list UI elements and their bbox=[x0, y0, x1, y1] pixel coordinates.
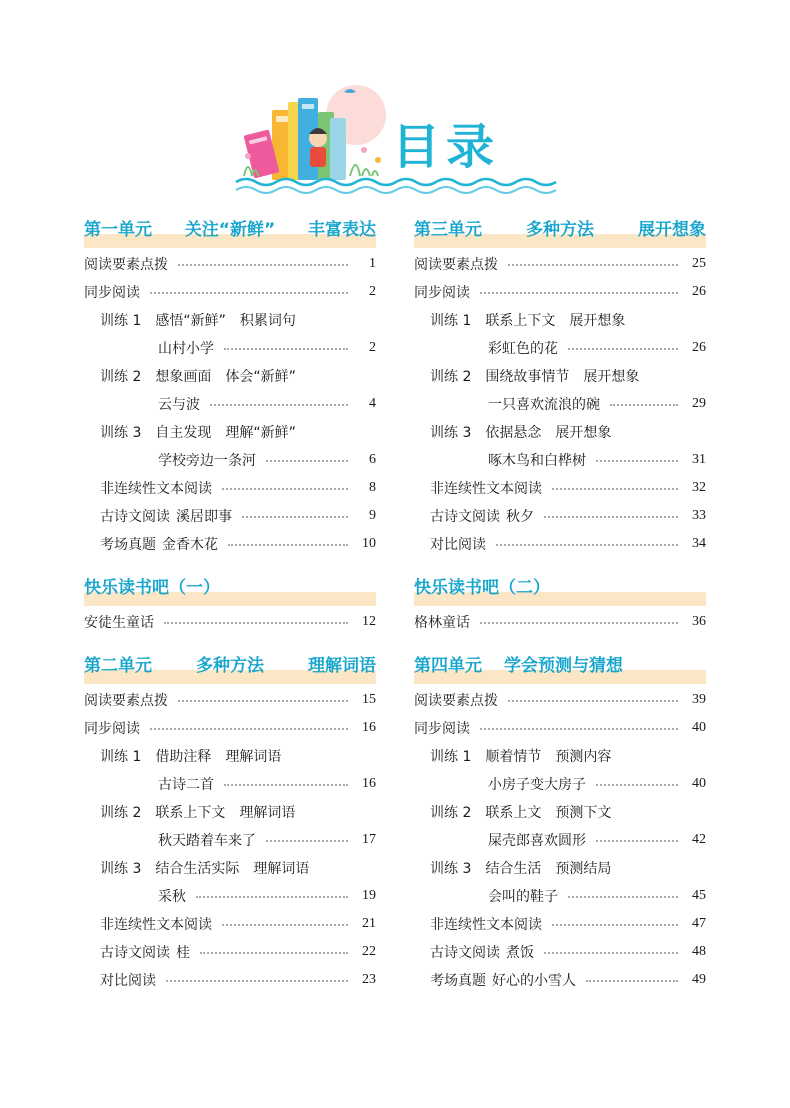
page-number: 4 bbox=[369, 396, 376, 411]
dot-leader bbox=[200, 952, 348, 954]
page-number: 19 bbox=[362, 888, 376, 903]
toc-entry[interactable] bbox=[84, 714, 376, 742]
toc-entry-label: 会叫的鞋子 bbox=[488, 889, 558, 905]
toc-entry-label: 屎壳郎喜欢圆形 bbox=[488, 833, 586, 849]
page-number: 29 bbox=[692, 396, 706, 411]
page-number: 8 bbox=[369, 480, 376, 495]
toc-entry[interactable] bbox=[84, 826, 376, 854]
toc-entry[interactable] bbox=[84, 608, 376, 636]
dot-leader bbox=[480, 728, 678, 730]
section-header-text bbox=[414, 573, 706, 598]
toc-entry-label: 采秋 bbox=[158, 889, 186, 905]
toc-entry-subtitle: 秋夕 bbox=[506, 509, 534, 525]
page-number: 42 bbox=[692, 832, 706, 847]
toc-entry[interactable] bbox=[84, 446, 376, 474]
toc-entry[interactable] bbox=[84, 686, 376, 714]
section-header-text bbox=[84, 215, 376, 240]
toc-entry-label: 同步阅读 bbox=[414, 721, 470, 737]
toc-entry-subtitle: 金香木花 bbox=[162, 537, 218, 553]
toc-entry[interactable] bbox=[414, 278, 706, 306]
section-header-part: 丰富表达 bbox=[307, 220, 376, 240]
dot-leader bbox=[150, 292, 348, 294]
section-header bbox=[84, 214, 376, 244]
toc-entry[interactable] bbox=[84, 854, 376, 882]
toc-entry[interactable] bbox=[414, 390, 706, 418]
section-header-text bbox=[414, 215, 706, 240]
toc-entry[interactable] bbox=[414, 826, 706, 854]
section-header-text bbox=[84, 651, 376, 676]
dot-leader bbox=[222, 488, 348, 490]
page-number: 34 bbox=[692, 536, 706, 551]
toc-entry[interactable] bbox=[414, 474, 706, 502]
dot-leader bbox=[568, 896, 678, 898]
page-number: 23 bbox=[362, 972, 376, 987]
toc-entry-label: 训练 1 借助注释 理解词语 bbox=[100, 749, 282, 765]
section-header-part: 快乐读书吧（二） bbox=[414, 578, 550, 598]
page-number: 2 bbox=[369, 284, 376, 299]
toc-entry-label: 小房子变大房子 bbox=[488, 777, 586, 793]
dot-leader bbox=[552, 488, 678, 490]
toc-entry-label: 考场真题 bbox=[430, 973, 486, 989]
toc-entry-label: 古诗文阅读 bbox=[430, 509, 500, 525]
dot-leader bbox=[178, 700, 348, 702]
toc-entry-label: 非连续性文本阅读 bbox=[430, 917, 542, 933]
dot-leader bbox=[544, 516, 678, 518]
toc-entry[interactable] bbox=[84, 530, 376, 558]
toc-entry-label: 同步阅读 bbox=[414, 285, 470, 301]
page-number: 16 bbox=[362, 720, 376, 735]
toc-entry-label: 古诗文阅读 bbox=[100, 509, 170, 525]
dot-leader bbox=[596, 840, 678, 842]
dot-leader bbox=[150, 728, 348, 730]
toc-entry[interactable] bbox=[414, 608, 706, 636]
toc-entry-label: 阅读要素点拨 bbox=[84, 257, 168, 273]
toc-entry[interactable] bbox=[84, 966, 376, 994]
toc-entry[interactable] bbox=[84, 938, 376, 966]
toc-entry[interactable] bbox=[414, 530, 706, 558]
dot-leader bbox=[224, 784, 348, 786]
toc-entry-label: 格林童话 bbox=[414, 615, 470, 631]
toc-entry[interactable] bbox=[84, 474, 376, 502]
page-number: 47 bbox=[692, 916, 706, 931]
page-number: 40 bbox=[692, 776, 706, 791]
dot-leader bbox=[596, 784, 678, 786]
toc-right-column bbox=[414, 214, 706, 1008]
page-header bbox=[0, 0, 790, 200]
dot-leader bbox=[552, 924, 678, 926]
toc-entry[interactable] bbox=[84, 798, 376, 826]
toc-entry-label: 阅读要素点拨 bbox=[414, 693, 498, 709]
toc-entry-label: 训练 3 结合生活 预测结局 bbox=[430, 861, 612, 877]
toc-entry[interactable] bbox=[84, 502, 376, 530]
toc-entry[interactable] bbox=[414, 446, 706, 474]
toc-entry[interactable] bbox=[84, 362, 376, 390]
toc-entry[interactable] bbox=[84, 742, 376, 770]
section-header bbox=[84, 650, 376, 680]
dot-leader bbox=[228, 544, 348, 546]
page-number: 40 bbox=[692, 720, 706, 735]
page-number: 9 bbox=[369, 508, 376, 523]
toc-entry-label: 秋天踏着车来了 bbox=[158, 833, 256, 849]
toc-entry-label: 啄木鸟和白桦树 bbox=[488, 453, 586, 469]
page-number: 21 bbox=[362, 916, 376, 931]
page-number: 1 bbox=[369, 256, 376, 271]
toc-entry-label: 古诗文阅读 bbox=[100, 945, 170, 961]
toc-entry[interactable] bbox=[414, 418, 706, 446]
toc-entry-label: 阅读要素点拨 bbox=[84, 693, 168, 709]
section-header bbox=[414, 214, 706, 244]
dot-leader bbox=[610, 404, 678, 406]
section-header-text bbox=[414, 651, 706, 676]
toc-entry[interactable] bbox=[414, 334, 706, 362]
section-header-part: 多种方法 bbox=[526, 220, 594, 240]
section-header bbox=[414, 572, 706, 602]
toc-section bbox=[84, 214, 376, 558]
page-title: 目录 bbox=[392, 119, 501, 175]
page-number: 15 bbox=[362, 692, 376, 707]
section-header-part: 关注“新鲜” bbox=[184, 220, 276, 240]
page-number: 26 bbox=[692, 340, 706, 355]
toc-entry-label: 训练 3 结合生活实际 理解词语 bbox=[100, 861, 310, 877]
toc-section bbox=[84, 650, 376, 994]
toc-section bbox=[414, 572, 706, 636]
dot-leader bbox=[508, 264, 678, 266]
toc-entry[interactable] bbox=[414, 502, 706, 530]
toc-entry-label: 对比阅读 bbox=[100, 973, 156, 989]
toc-entry[interactable] bbox=[414, 938, 706, 966]
toc-entry-label: 训练 3 依据悬念 展开想象 bbox=[430, 425, 612, 441]
toc-entry[interactable] bbox=[414, 910, 706, 938]
page-number: 48 bbox=[692, 944, 706, 959]
toc-entry-label: 非连续性文本阅读 bbox=[430, 481, 542, 497]
toc-entry-label: 彩虹色的花 bbox=[488, 341, 558, 357]
dot-leader bbox=[596, 460, 678, 462]
dot-leader bbox=[508, 700, 678, 702]
section-header-part: 第二单元 bbox=[84, 656, 152, 676]
page-number: 10 bbox=[362, 536, 376, 551]
section-header-text bbox=[84, 573, 376, 598]
dot-leader bbox=[568, 348, 678, 350]
dot-leader bbox=[166, 980, 348, 982]
toc-entry-label: 训练 3 自主发现 理解“新鲜” bbox=[100, 425, 296, 441]
section-header-part: 多种方法 bbox=[196, 656, 264, 676]
dot-leader bbox=[242, 516, 348, 518]
dot-leader bbox=[178, 264, 348, 266]
section-header bbox=[414, 650, 706, 680]
toc-entry-label: 同步阅读 bbox=[84, 721, 140, 737]
toc-entry-label: 训练 2 联系上下文 理解词语 bbox=[100, 805, 296, 821]
toc-entry[interactable] bbox=[84, 250, 376, 278]
page-number: 39 bbox=[692, 692, 706, 707]
toc-entry[interactable] bbox=[414, 770, 706, 798]
dot-leader bbox=[480, 622, 678, 624]
dot-leader bbox=[224, 348, 348, 350]
dot-leader bbox=[480, 292, 678, 294]
toc-entry[interactable] bbox=[414, 686, 706, 714]
section-header-part: 第三单元 bbox=[414, 220, 482, 240]
toc-entry[interactable] bbox=[414, 362, 706, 390]
toc-entry[interactable] bbox=[414, 714, 706, 742]
toc-entry[interactable] bbox=[414, 882, 706, 910]
toc-section bbox=[84, 572, 376, 636]
page-number: 31 bbox=[692, 452, 706, 467]
toc-entry[interactable] bbox=[414, 966, 706, 994]
toc-entry-label: 训练 2 想象画面 体会“新鲜” bbox=[100, 369, 296, 385]
toc-entry-label: 训练 1 感悟“新鲜” 积累词句 bbox=[100, 313, 296, 329]
page-number: 49 bbox=[692, 972, 706, 987]
toc-entry-label: 阅读要素点拨 bbox=[414, 257, 498, 273]
toc-entry[interactable] bbox=[84, 278, 376, 306]
section-header-part: 快乐读书吧（一） bbox=[84, 578, 220, 598]
section-header-part: 第一单元 bbox=[84, 220, 152, 240]
page-number: 45 bbox=[692, 888, 706, 903]
page-number: 33 bbox=[692, 508, 706, 523]
dot-leader bbox=[222, 924, 348, 926]
toc-section bbox=[414, 650, 706, 994]
page-number: 16 bbox=[362, 776, 376, 791]
toc-entry-label: 考场真题 bbox=[100, 537, 156, 553]
toc-entry[interactable] bbox=[414, 742, 706, 770]
toc-entry-subtitle: 桂 bbox=[176, 945, 190, 961]
toc-entry-label: 古诗二首 bbox=[158, 777, 214, 793]
toc-entry-label: 安徒生童话 bbox=[84, 615, 154, 631]
toc-entry-subtitle: 好心的小雪人 bbox=[492, 973, 576, 989]
dot-leader bbox=[164, 622, 348, 624]
toc-entry-label: 训练 1 联系上下文 展开想象 bbox=[430, 313, 626, 329]
page-number: 17 bbox=[362, 832, 376, 847]
toc-entry[interactable] bbox=[414, 306, 706, 334]
page-number: 6 bbox=[369, 452, 376, 467]
toc-entry[interactable] bbox=[414, 798, 706, 826]
section-header bbox=[84, 572, 376, 602]
toc-entry-label: 训练 1 顺着情节 预测内容 bbox=[430, 749, 612, 765]
page-number: 32 bbox=[692, 480, 706, 495]
toc-entry-label: 古诗文阅读 bbox=[430, 945, 500, 961]
toc-entry[interactable] bbox=[84, 882, 376, 910]
page-number: 2 bbox=[369, 340, 376, 355]
toc-entry-label: 学校旁边一条河 bbox=[158, 453, 256, 469]
toc-entry[interactable] bbox=[414, 854, 706, 882]
section-header-part: 学会预测与猜想 bbox=[504, 656, 623, 676]
toc-entry[interactable] bbox=[84, 390, 376, 418]
toc-entry-label: 对比阅读 bbox=[430, 537, 486, 553]
toc-entry[interactable] bbox=[84, 418, 376, 446]
toc-entry-label: 云与波 bbox=[158, 397, 200, 413]
toc-left-column bbox=[84, 214, 376, 1008]
page-number: 22 bbox=[362, 944, 376, 959]
toc-section bbox=[414, 214, 706, 558]
toc-entry[interactable] bbox=[84, 306, 376, 334]
dot-leader bbox=[266, 840, 348, 842]
toc-entry-subtitle: 溪居即事 bbox=[176, 509, 232, 525]
section-header-part: 理解词语 bbox=[308, 656, 376, 676]
dot-leader bbox=[544, 952, 678, 954]
toc-entry-label: 非连续性文本阅读 bbox=[100, 481, 212, 497]
toc-entry-label: 一只喜欢流浪的碗 bbox=[488, 397, 600, 413]
toc-entry-label: 训练 2 联系上文 预测下文 bbox=[430, 805, 612, 821]
toc-entry-label: 训练 2 围绕故事情节 展开想象 bbox=[430, 369, 640, 385]
dot-leader bbox=[586, 980, 678, 982]
page-number: 26 bbox=[692, 284, 706, 299]
dot-leader bbox=[196, 896, 348, 898]
toc-entry[interactable] bbox=[84, 770, 376, 798]
section-header-part: 展开想象 bbox=[638, 220, 706, 240]
toc-entry-label: 非连续性文本阅读 bbox=[100, 917, 212, 933]
page-number: 36 bbox=[692, 614, 706, 629]
toc-entry[interactable] bbox=[84, 910, 376, 938]
toc-entry-label: 山村小学 bbox=[158, 341, 214, 357]
section-header-part: 第四单元 bbox=[414, 656, 482, 676]
toc-entry[interactable] bbox=[414, 250, 706, 278]
page-number: 12 bbox=[362, 614, 376, 629]
dot-leader bbox=[210, 404, 348, 406]
toc-entry[interactable] bbox=[84, 334, 376, 362]
dot-leader bbox=[266, 460, 348, 462]
toc-entry-label: 同步阅读 bbox=[84, 285, 140, 301]
dot-leader bbox=[496, 544, 678, 546]
toc-entry-subtitle: 煮饭 bbox=[506, 945, 534, 961]
page-number: 25 bbox=[692, 256, 706, 271]
